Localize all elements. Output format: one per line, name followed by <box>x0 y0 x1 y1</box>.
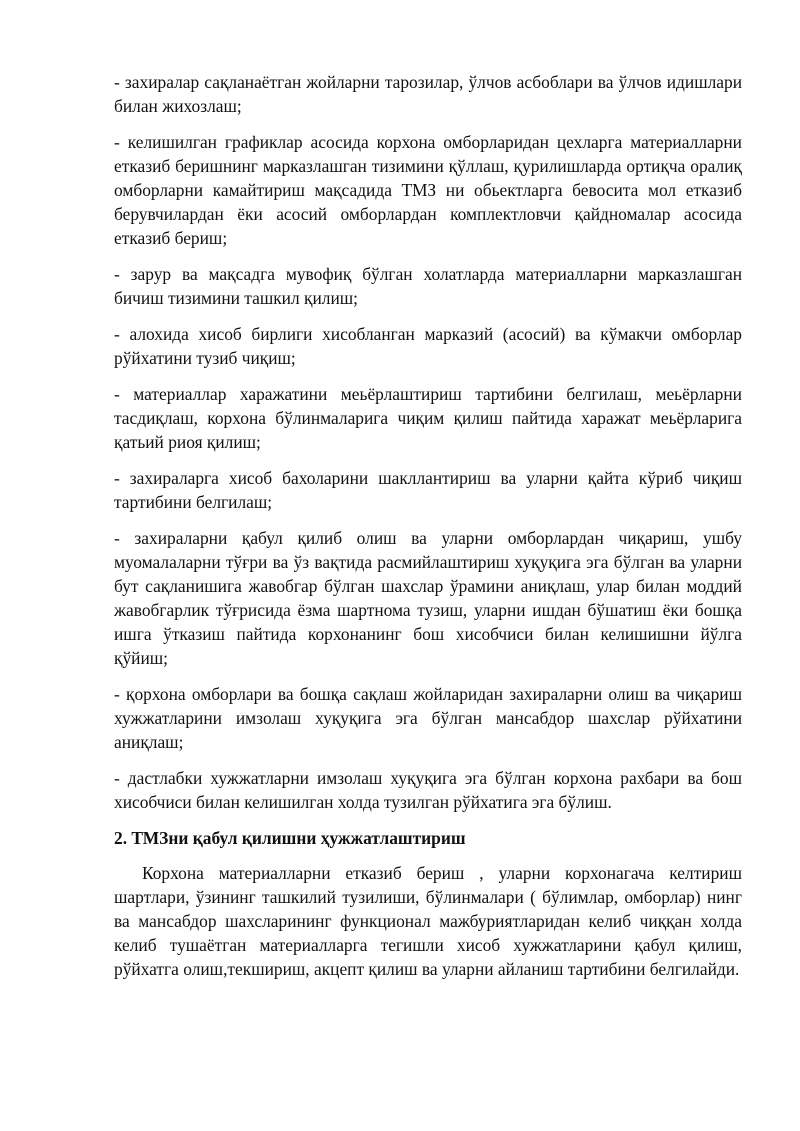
section-heading: 2. ТМЗни қабул қилишни ҳужжатлаштириш <box>114 828 466 848</box>
list-item: - келишилган графиклар асосида корхона омборларидан цехларга материалларни етказиб беришнинг марказлашган тизимини қўллаш, қурилишларда ортиқча оралиқ омборларни камайтириш мақсадида ТМЗ ни обьектларга бевосита мол етказиб берувчилардан ёки асосий омборлардан комплектловчи қайдномалар асосида етказиб бериш; <box>114 132 742 248</box>
document-page <box>114 70 742 981</box>
body-paragraph: Корхона материалларни етказиб бериш , уларни корхонагача келтириш шартлари, ўзининг ташкилий тузилиши, бўлинмалари ( бўлимлар, омборлар) нинг ва мансабдор шахсларининг функционал мажбуриятларидан келиб чиққан холда келиб тушаётган материалларга тегишли хисоб хужжатларини қабул қилиш, рўйхатга олиш,текшириш, акцепт қилиш ва уларни айланиш тартибини белгилайди. <box>114 863 742 979</box>
list-item: - захиралар сақланаётган жойларни тарозилар, ўлчов асбоблари ва ўлчов идишлари билан жихозлаш; <box>114 72 742 116</box>
list-item: - захираларга хисоб бахоларини шакллантириш ва уларни қайта кўриб чиқиш тартибини белгилаш; <box>114 468 742 512</box>
list-item: - материаллар харажатини меьёрлаштириш тартибини белгилаш, меьёрларни тасдиқлаш, корхона бўлинмаларига чиқим қилиш пайтида харажат меьёрларига қатьий риоя қилиш; <box>114 384 742 452</box>
list-item: - дастлабки хужжатларни имзолаш хуқуқига эга бўлган корхона рахбари ва бош хисобчиси билан келишилган холда тузилган рўйхатига эга бўлиш. <box>114 768 742 812</box>
list-item: - қорхона омборлари ва бошқа сақлаш жойларидан захираларни олиш ва чиқариш хужжатларини имзолаш хуқуқига эга бўлган мансабдор шахслар рўйхатини аниқлаш; <box>114 684 742 752</box>
list-item: - захираларни қабул қилиб олиш ва уларни омборлардан чиқариш, ушбу муомалаларни тўғри ва ўз вақтида расмийлаштириш хуқуқига эга бўлган ва уларни бут сақланишига жавобгар бўлган шахслар ўрамини аниқлаш, улар билан моддий жавобгарлик тўғрисида ёзма шартнома тузиш, уларни ишдан бўшатиш ёки бошқа ишга ўтказиш пайтида корхонанинг бош хисобчиси билан келишишни йўлга қўйиш; <box>114 528 742 668</box>
list-item: - алохида хисоб бирлиги хисобланган марказий (асосий) ва кўмакчи омборлар рўйхатини тузиб чиқиш; <box>114 324 742 368</box>
list-item: - зарур ва мақсадга мувофиқ бўлган холатларда материалларни марказлашган бичиш тизимини ташкил қилиш; <box>114 264 742 308</box>
